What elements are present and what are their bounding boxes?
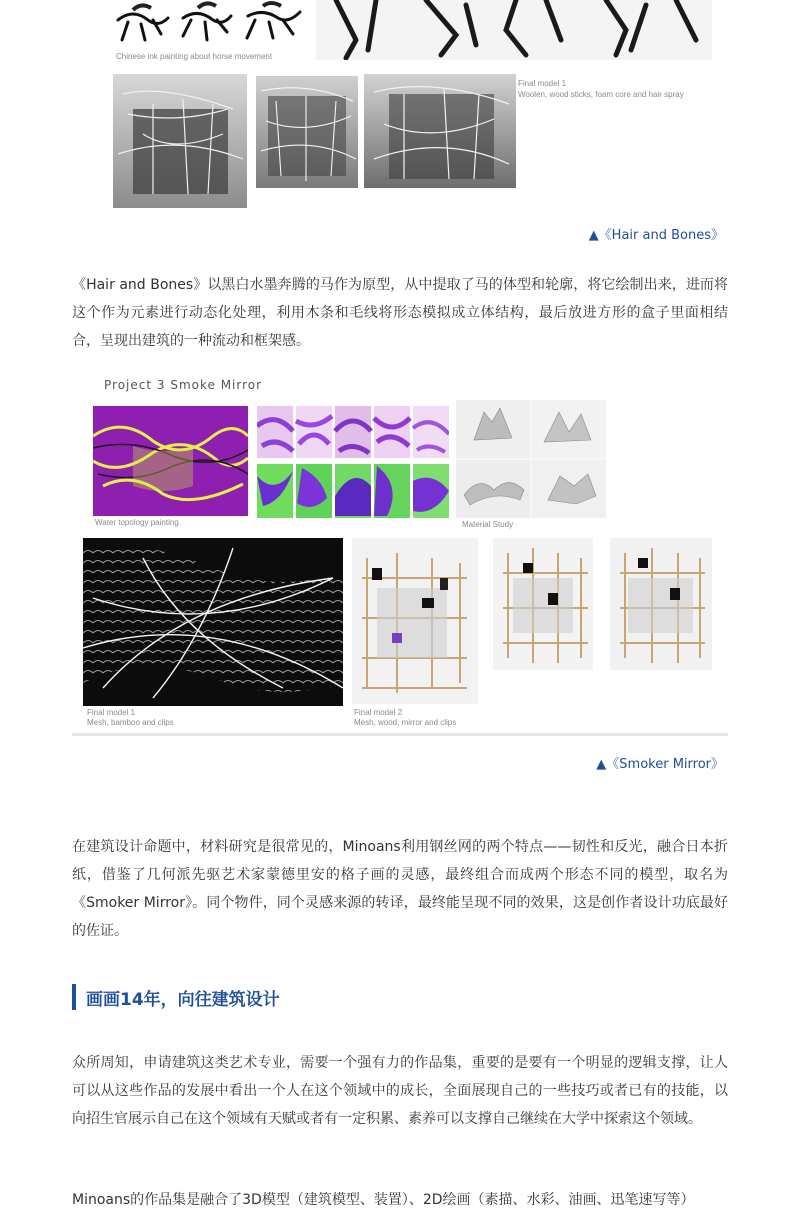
section-heading: 画画14年，向往建筑设计 (86, 990, 280, 1010)
hair-bones-model-1 (113, 74, 247, 208)
smoker-mirror-paragraph: 在建筑设计命题中，材料研究是很常见的，Minoans利用钢丝网的两个特点——韧性和反光，融合日本折纸，借鉴了几何派先驱艺术家蒙德里安的格子画的灵感，最终组合而成两个形态不同的模型，取名为《Smoker Mirror》。同个物件，同个灵感来源的转译，最终能呈现不同的效果，这是创作者设计功底最好的佐证。 (72, 839, 728, 939)
hair-bones-model-3 (364, 74, 516, 188)
ink-painting-label: Chinese ink painting about horse movement (116, 52, 273, 61)
smoker-mirror-caption: ▲《Smoker Mirror》 (596, 757, 724, 772)
horse-ink-painting (113, 0, 313, 48)
final-model-1-label-p3: Final model 1 (87, 708, 136, 717)
mesh-bamboo-model-photo (83, 538, 343, 706)
hair-and-bones-caption: ▲《Hair and Bones》 (588, 228, 724, 243)
final-model-1-materials: Woolen, wood sticks, foam core and hair spray (518, 90, 684, 99)
hair-bones-model-2 (256, 76, 358, 188)
final-model-2-label: Final model 2 (354, 708, 403, 717)
water-topology-label: Water topology painting (95, 518, 179, 527)
project-3-title: Project 3 Smoke Mirror (104, 378, 263, 392)
portfolio-paragraph: 众所周知，申请建筑这类艺术专业，需要一个强有力的作品集，重要的是要有一个明显的逻辑支撑，让人可以从这些作品的发展中看出一个人在这个领域中的成长，全面展现自己的一些技巧或者已有的技能，以向招生官展示自己在这个领域有天赋或者有一定积累、素养可以支撑自己继续在大学中探索这个领域。 (72, 1055, 728, 1127)
mesh-wood-mirror-model-photo-1 (352, 538, 478, 704)
water-topology-painting (93, 406, 248, 516)
final-model-1-label: Final model 1 (518, 79, 567, 88)
portfolio-paragraph-continued: Minoans的作品集是融合了3D模型（建筑模型、装置）、2D绘画（素描、水彩、油画、迅笔速写等） (72, 1192, 695, 1208)
material-study-grid (456, 400, 606, 518)
horse-sculpture-photo (316, 0, 712, 60)
final-model-1-materials-p3: Mesh, bamboo and clips (87, 718, 174, 727)
heading-accent-bar (72, 984, 76, 1010)
hair-and-bones-paragraph: 《Hair and Bones》以黑白水墨奔腾的马作为原型，从中提取了马的体型和轮廓，将它绘制出来，进而将这个作为元素进行动态化处理，利用木条和毛线将形态模拟成立体结构，最后放进方形的盒子里面相结合，呈现出建筑的一种流动和框架感。 (72, 277, 728, 349)
board-divider (72, 733, 728, 736)
mesh-wood-mirror-model-photo-3 (610, 538, 712, 670)
mesh-wood-mirror-model-photo-2 (493, 538, 593, 670)
marbling-tiles-grid (257, 406, 449, 518)
material-study-label: Material Study (462, 520, 514, 529)
final-model-2-materials: Mesh, wood, mirror and clips (354, 718, 457, 727)
